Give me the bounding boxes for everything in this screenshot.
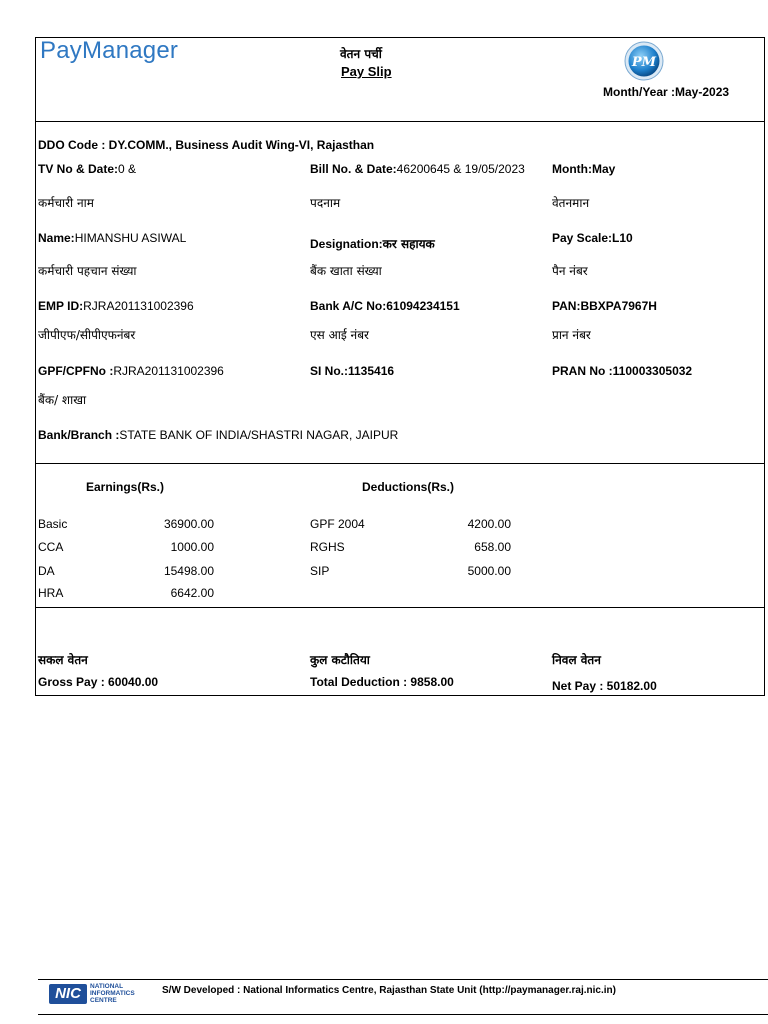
employee-id-hindi: कर्मचारी पहचान संख्या xyxy=(38,264,137,278)
pan-label: PAN: xyxy=(552,299,581,313)
details-divider xyxy=(35,463,765,464)
title-hindi: वेतन पर्ची xyxy=(340,47,382,61)
left-border xyxy=(35,37,36,696)
bill-label: Bill No. & Date: xyxy=(310,162,397,176)
name-value: HIMANSHU ASIWAL xyxy=(74,231,187,245)
gpf-value: RJRA201131002396 xyxy=(113,364,224,378)
bank-ac-label: Bank A/C No: xyxy=(310,299,387,313)
pan xyxy=(552,299,657,313)
designation-label: Designation: xyxy=(310,237,383,251)
gpf-label: GPF/CPFNo : xyxy=(38,364,114,378)
bank-branch-value: STATE BANK OF INDIA/SHASTRI NAGAR, JAIPUR xyxy=(119,428,399,442)
earning-name: DA xyxy=(38,564,55,578)
right-border xyxy=(764,37,765,696)
deduction-name: SIP xyxy=(310,564,330,578)
tv-no-date xyxy=(38,162,136,176)
gross-pay: Gross Pay : 60040.00 xyxy=(38,675,159,689)
nic-logo-line1: NATIONAL xyxy=(90,983,124,990)
pay-scale-value: L10 xyxy=(612,231,633,245)
earning-name: Basic xyxy=(38,517,68,531)
pay-scale-hindi: वेतनमान xyxy=(552,196,590,210)
designation-hindi: पदनाम xyxy=(310,196,341,210)
total-deduction: Total Deduction : 9858.00 xyxy=(310,675,454,689)
deduction-amount: 658.00 xyxy=(474,540,511,554)
earning-name: CCA xyxy=(38,540,64,554)
employee-name-hindi: कर्मचारी नाम xyxy=(38,196,94,210)
total-deduction-hindi: कुल कटौतिया xyxy=(310,653,370,667)
bank-account xyxy=(310,299,460,313)
month xyxy=(552,162,615,176)
paymanager-logo xyxy=(624,41,664,81)
tv-value: 0 & xyxy=(118,162,137,176)
net-pay-hindi: निवल वेतन xyxy=(552,653,601,667)
month-value: May xyxy=(591,162,616,176)
emp-id-label: EMP ID: xyxy=(38,299,84,313)
earning-name: HRA xyxy=(38,586,64,600)
pran-hindi: प्रान नंबर xyxy=(552,328,591,342)
si-hindi: एस आई नंबर xyxy=(310,328,369,342)
footer-bottom-rule xyxy=(38,1014,768,1015)
earning-amount: 6642.00 xyxy=(170,586,214,600)
bank-branch-label: Bank/Branch : xyxy=(38,428,120,442)
net-pay: Net Pay : 50182.00 xyxy=(552,679,657,693)
pay-scale-label: Pay Scale: xyxy=(552,231,613,245)
earning-amount: 36900.00 xyxy=(163,517,214,531)
header-divider xyxy=(35,121,765,122)
gpf-hindi: जीपीएफ/सीपीएफनंबर xyxy=(38,328,136,342)
earning-amount: 15498.00 xyxy=(163,564,214,578)
emp-id-value: RJRA201131002396 xyxy=(83,299,194,313)
bank-branch xyxy=(38,428,398,442)
bank-ac-value: 61094234151 xyxy=(386,299,460,313)
tv-label: TV No & Date: xyxy=(38,162,119,176)
footer-credit: S/W Developed : National Informatics Centre, Rajasthan State Unit (http://paymanager.raj.nic.in) xyxy=(162,985,616,996)
month-year xyxy=(603,85,729,99)
earnings-header: Earnings(Rs.) xyxy=(86,480,165,494)
brand-name: PayManager xyxy=(40,37,179,64)
deduction-name: RGHS xyxy=(310,540,345,554)
month-year-label: Month/Year : xyxy=(603,85,676,99)
logo-monogram: PM xyxy=(631,55,657,70)
name-label: Name: xyxy=(38,231,75,245)
pay-scale xyxy=(552,231,633,245)
month-year-value: May-2023 xyxy=(675,85,730,99)
pran-label: PRAN No : xyxy=(552,364,613,378)
si-no xyxy=(310,364,394,378)
deduction-name: GPF 2004 xyxy=(310,517,365,531)
bank-account-hindi: बैंक खाता संख्या xyxy=(310,264,382,278)
deductions-header: Deductions(Rs.) xyxy=(362,480,455,494)
bottom-border xyxy=(35,695,765,696)
nic-logo-line2: INFORMATICS xyxy=(90,990,135,997)
bill-value: 46200645 & 19/05/2023 xyxy=(396,162,525,176)
footer-top-rule xyxy=(38,979,768,980)
nic-logo-line3: CENTRE xyxy=(90,997,117,1004)
gpf-cpf-no xyxy=(38,364,224,378)
designation xyxy=(310,235,435,252)
page-title: Pay Slip xyxy=(341,64,392,79)
deduction-amount: 5000.00 xyxy=(467,564,511,578)
bill-no-date xyxy=(310,162,525,176)
gross-hindi: सकल वेतन xyxy=(38,653,88,667)
pran-value: 110003305032 xyxy=(612,364,693,378)
nic-logo-mark: NIC xyxy=(49,984,87,1004)
earning-amount: 1000.00 xyxy=(170,540,214,554)
employee-name xyxy=(38,231,186,245)
pan-value: BBXPA7967H xyxy=(580,299,657,313)
si-label: SI No.: xyxy=(310,364,348,378)
month-label: Month: xyxy=(552,162,592,176)
deduction-amount: 4200.00 xyxy=(467,517,511,531)
si-value: 1135416 xyxy=(348,364,395,378)
nic-logo xyxy=(49,983,149,1007)
ddo-code: DDO Code : DY.COMM., Business Audit Wing-VI, Rajasthan xyxy=(38,138,375,152)
pan-hindi: पैन नंबर xyxy=(552,264,588,278)
earnings-divider xyxy=(35,607,765,608)
bank-branch-hindi: बैंक/ शाखा xyxy=(38,393,87,407)
emp-id xyxy=(38,299,194,313)
designation-value: कर सहायक xyxy=(382,237,435,251)
pran-no xyxy=(552,364,692,378)
